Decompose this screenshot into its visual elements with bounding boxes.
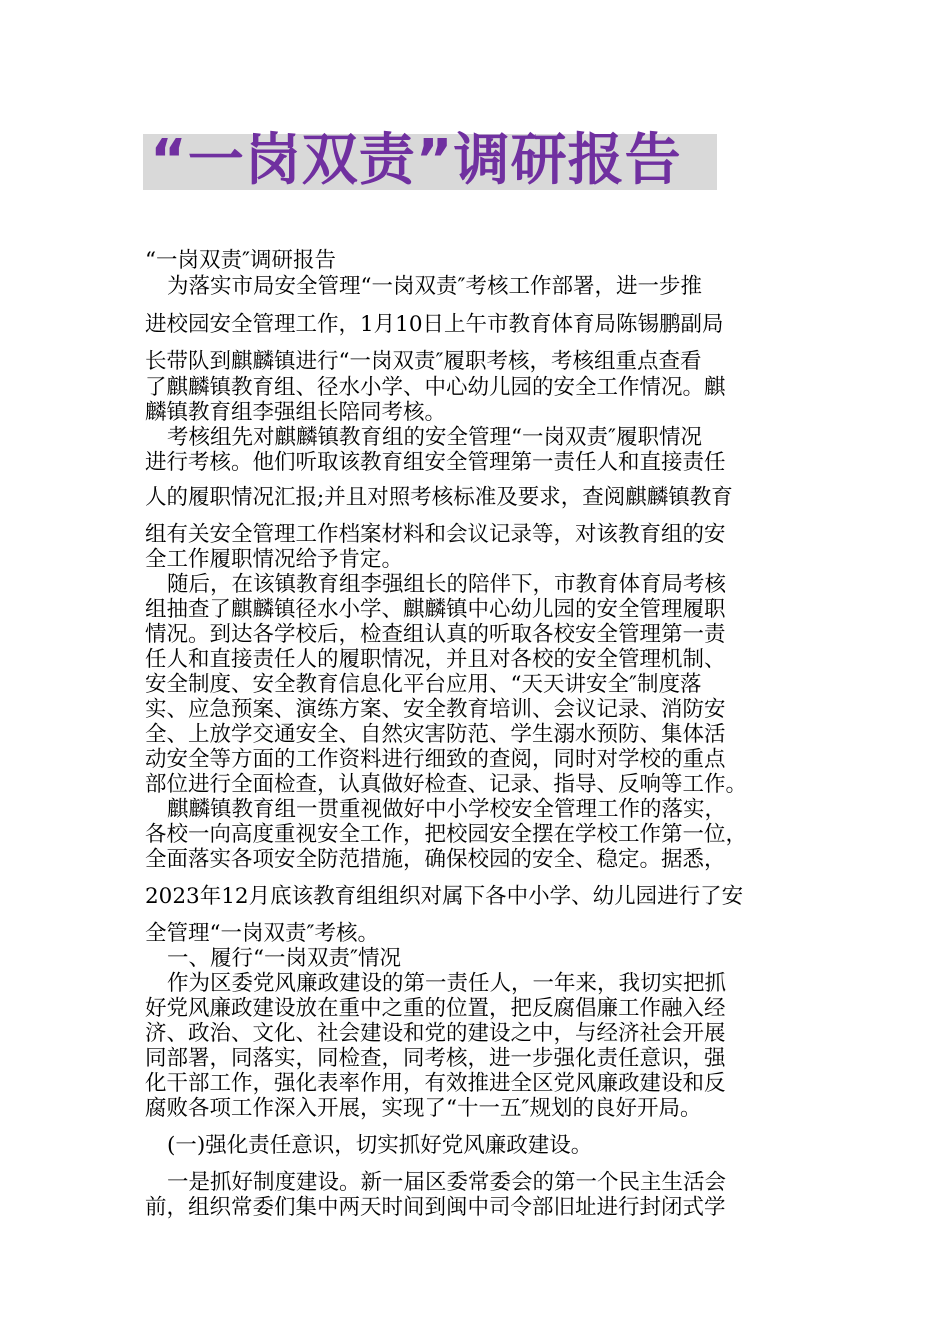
text-line: 为落实市局安全管理“一岗双责″考核工作部署，进一步推: [167, 274, 703, 299]
text-line: 好党风廉政建设放在重中之重的位置，把反腐倡廉工作融入经: [145, 996, 726, 1021]
text-line: 腐败各项工作深入开展，实现了“十一五″规划的良好开局。: [145, 1096, 702, 1121]
text-line: 随后，在该镇教育组李强组长的陪伴下，市教育体育局考核: [167, 572, 727, 597]
text-line: 部位进行全面检查，认真做好检查、记录、指导、反响等工作。: [145, 772, 748, 797]
text-line: 一是抓好制度建设。新一届区委常委会的第一个民主生活会: [167, 1170, 727, 1195]
text-line: 任人和直接责任人的履职情况，并且对各校的安全管理机制、: [145, 647, 726, 672]
text-line: 安全制度、安全教育信息化平台应用、“天天讲安全″制度落: [145, 672, 702, 697]
text-line: 2023年12月底该教育组组织对属下各中小学、幼儿园进行了安: [145, 884, 744, 909]
text-line: 进校园安全管理工作，1月10日上午市教育体育局陈锡鹏副局: [145, 312, 724, 337]
text-line: 了麒麟镇教育组、径水小学、中心幼儿园的安全工作情况。麒: [145, 375, 726, 400]
text-line: 麟镇教育组李强组长陪同考核。: [145, 400, 447, 425]
text-line: “一岗双责″调研报告: [145, 248, 337, 273]
text-line: 各校一向高度重视安全工作，把校园安全摆在学校工作第一位，: [145, 822, 748, 847]
text-line: 人的履职情况汇报;并且对照考核标准及要求，查阅麒麟镇教育: [145, 485, 733, 510]
text-line: 组抽查了麒麟镇径水小学、麒麟镇中心幼儿园的安全管理履职: [145, 597, 726, 622]
page-title: “一岗双责”调研报告: [150, 128, 682, 193]
subsection-heading: (一)强化责任意识，切实抓好党风廉政建设。: [167, 1133, 593, 1158]
text-line: 全管理“一岗双责″考核。: [145, 921, 380, 946]
text-line: 情况。到达各学校后，检查组认真的听取各校安全管理第一责: [145, 622, 726, 647]
text-line: 全、上放学交通安全、自然灾害防范、学生溺水预防、集体活: [145, 722, 726, 747]
text-line: 组有关安全管理工作档案材料和会议记录等，对该教育组的安: [145, 522, 726, 547]
text-line: 考核组先对麒麟镇教育组的安全管理“一岗双责″履职情况: [167, 425, 703, 450]
text-line: 长带队到麒麟镇进行“一岗双责″履职考核，考核组重点查看: [145, 349, 702, 374]
text-line: 麒麟镇教育组一贯重视做好中小学校安全管理工作的落实，: [167, 797, 727, 822]
text-line: 动安全等方面的工作资料进行细致的查阅，同时对学校的重点: [145, 747, 726, 772]
text-line: 前，组织常委们集中两天时间到闽中司令部旧址进行封闭式学: [145, 1195, 726, 1220]
text-line: 同部署，同落实，同检查，同考核，进一步强化责任意识，强: [145, 1046, 726, 1071]
text-line: 作为区委党风廉政建设的第一责任人，一年来，我切实把抓: [167, 971, 727, 996]
text-line: 实、应急预案、演练方案、安全教育培训、会议记录、消防安: [145, 697, 726, 722]
text-line: 全工作履职情况给予肯定。: [145, 547, 404, 572]
text-line: 进行考核。他们听取该教育组安全管理第一责任人和直接责任: [145, 450, 726, 475]
text-line: 济、政治、文化、社会建设和党的建设之中，与经济社会开展: [145, 1021, 726, 1046]
text-line: 全面落实各项安全防范措施，确保校园的安全、稳定。据悉，: [145, 847, 726, 872]
text-line: 化干部工作，强化表率作用，有效推进全区党风廉政建设和反: [145, 1071, 726, 1096]
section-heading: 一、履行“一岗双责″情况: [167, 946, 402, 971]
